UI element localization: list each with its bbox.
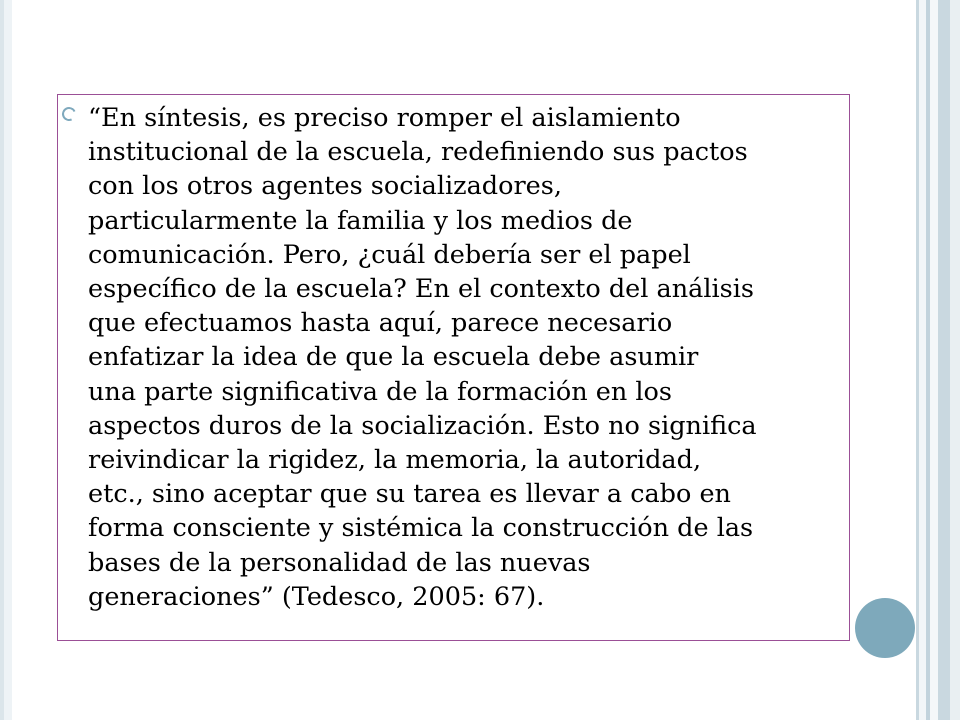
slide-left-border — [0, 0, 12, 720]
ring-bullet-icon — [60, 105, 78, 123]
decorative-circle — [855, 598, 915, 658]
quote-text: “En síntesis, es preciso romper el aislamiento institucional de la escuela, redefiniendo sus pactos con los otros agentes socializadores, particularmente la familia y los medios de comunicación. Pero, ¿cuál debería ser el papel específico de la escuela? En el contexto del análisis que efectuamos hasta aquí, parece necesario enfatizar la idea de que la escuela debe asumir una parte significativa de la formación en los aspectos duros de la socialización. Esto no significa reivindicar la rigidez, la memoria, la autoridad, etc., sino aceptar que su tarea es llevar a cabo en forma consciente y sistémica la construcción de las bases de la personalidad de las nuevas generaciones” (Tedesco, 2005: 67). — [88, 103, 757, 612]
slide-right-border — [916, 0, 960, 720]
quote-box — [57, 94, 850, 641]
